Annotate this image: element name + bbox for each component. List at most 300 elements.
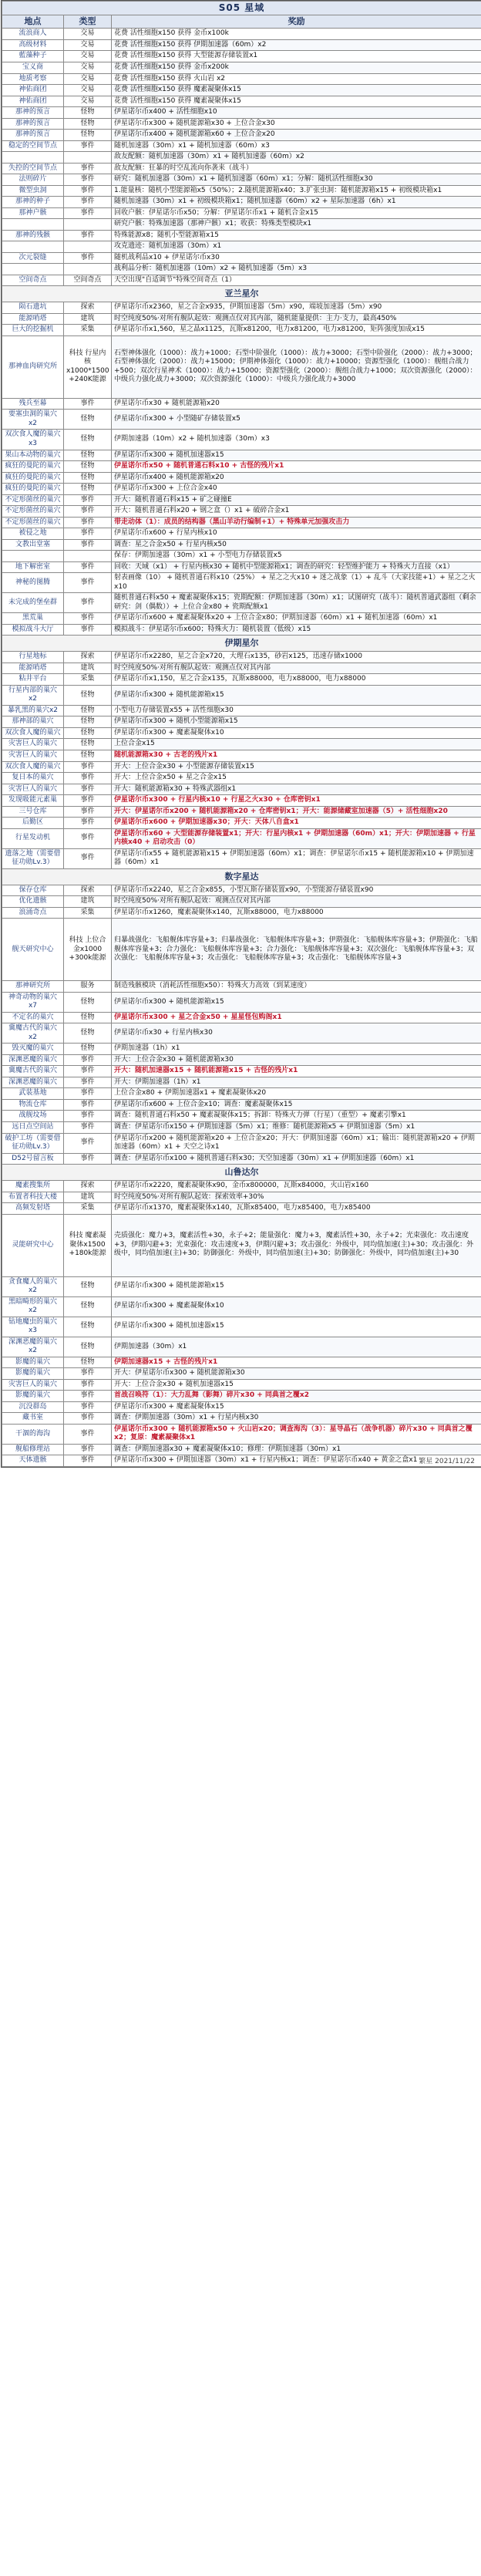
type-cell: 事件 [64, 806, 112, 818]
header-reward: 奖励 [112, 15, 481, 29]
type-cell: 事件 [64, 207, 112, 219]
type-cell: 怪物 [64, 739, 112, 750]
location-cell: 那神户骸 [2, 207, 64, 219]
reward-cell: 回收：天域（x1） + 行星内核x30 + 随机中型能源箱x1；调查的研究：轻型维护能力 + 特殊火力直接（x1） [112, 561, 481, 573]
type-cell: 事件 [64, 761, 112, 773]
table-row [2, 506, 481, 518]
reward-cell: 制造残骸模块（消耗活性细胞x50）：特殊火力高效（到某速度） [112, 981, 481, 993]
table-row [2, 461, 481, 473]
table-row [2, 1054, 481, 1066]
location-cell: 双次食人魔的巢穴 [2, 761, 64, 773]
location-cell: 疯狂的曼陀的巢穴 [2, 484, 64, 495]
type-cell: 科技 行星内核x1000*1500 +240K能源 [64, 335, 112, 398]
table-row [2, 252, 481, 264]
table-row [2, 1317, 481, 1337]
location-cell: 那神的预言 [2, 130, 64, 141]
location-cell: 保存仓库 [2, 885, 64, 896]
location-cell: 战舰坟场 [2, 1111, 64, 1122]
reward-cell: 研究：随机加速器（30m）x1 + 随机加速器（60m）x1；分解：随机活性细胞x30 [112, 174, 481, 186]
location-cell: 复日本的巢穴 [2, 773, 64, 784]
table-row [2, 29, 481, 40]
table-row [2, 1192, 481, 1203]
type-cell: 怪物 [64, 1276, 112, 1296]
type-cell: 采集 [64, 674, 112, 686]
type-cell: 事件 [64, 398, 112, 410]
title-row [2, 2, 481, 15]
reward-cell: 伊星诺尔币x300 + 随机能源箱x15 [112, 685, 481, 705]
table-row [2, 1077, 481, 1088]
type-cell: 事件 [64, 1391, 112, 1402]
table-row [2, 761, 481, 773]
location-cell: 灾害巨人的巢穴 [2, 784, 64, 795]
reward-cell: 伊期加速器（1h）x1 [112, 1044, 481, 1055]
type-cell: 事件 [64, 1413, 112, 1425]
section-header [2, 636, 481, 652]
type-cell: 怪物 [64, 716, 112, 728]
location-cell: 毁灭魔的巢穴 [2, 1044, 64, 1055]
location-cell [2, 264, 64, 275]
reward-cell: 伊星诺尔币x300 + 随机加速器x15 [112, 1317, 481, 1337]
type-cell: 事件 [64, 1054, 112, 1066]
location-cell: 天体遗骸 [2, 1455, 64, 1467]
reward-cell: 伊星诺尔币x400 + 随机能源箱x60 + 上位合金x20 [112, 130, 481, 141]
type-cell: 事件 [64, 795, 112, 807]
type-cell: 事件 [64, 1455, 112, 1467]
type-cell: 怪物 [64, 430, 112, 450]
reward-cell: 随机普通石料x50 + 魔素凝聚体x15；瓷期配额：伊期加速器（30m）x1；试图研究（战斗）：随机普通武器组（剩余研究：剑（偶数））+ 上位合金x80 + 瓷期配额x1 [112, 593, 481, 613]
table-row [2, 539, 481, 551]
location-cell: 灾害巨人的巢穴 [2, 750, 64, 761]
table-row [2, 1044, 481, 1055]
reward-cell: 时空纯度50%·对所有舰队起效：观测点仅对其内部 [112, 663, 481, 674]
type-cell: 空间奇点 [64, 275, 112, 286]
location-cell: 影魔的巢穴 [2, 1357, 64, 1368]
type-cell: 事件 [64, 818, 112, 829]
type-cell: 探索 [64, 1181, 112, 1192]
table-row [2, 410, 481, 430]
location-cell: 果山本动物的巢穴 [2, 450, 64, 461]
type-cell [64, 241, 112, 253]
reward-cell: 伊星诺尔币x600 + 上位合金x10；调查：魔素凝聚体x15 [112, 1099, 481, 1111]
location-cell: 行星发动机 [2, 828, 64, 848]
type-cell: 交易 [64, 62, 112, 73]
type-cell: 事件 [64, 517, 112, 528]
reward-cell: 伊期加速器x15 + 古怪的残片x1 [112, 1357, 481, 1368]
table-row [2, 685, 481, 705]
location-cell: 魔素搜集所 [2, 1181, 64, 1192]
table-row [2, 652, 481, 663]
table-row [2, 325, 481, 336]
type-cell: 怪物 [64, 1317, 112, 1337]
type-cell: 事件 [64, 1088, 112, 1100]
location-cell: 微型虫洞 [2, 185, 64, 197]
type-cell: 事件 [64, 784, 112, 795]
type-cell: 事件 [64, 828, 112, 848]
table-row [2, 739, 481, 750]
type-cell [64, 152, 112, 164]
reward-cell: 伊星诺尔币x300 + 随机能源箱x15 [112, 1276, 481, 1296]
location-cell: 黑暗畸形的巢穴x2 [2, 1296, 64, 1317]
reward-cell: 伊星诺尔币x300 + 随机能源箱x15 [112, 992, 481, 1012]
reward-cell: 上位合金x80 + 伊期加速器x1 + 魔素凝聚体x20 [112, 1088, 481, 1100]
table-row [2, 1368, 481, 1380]
type-cell: 事件 [64, 1077, 112, 1088]
reward-cell: 开大：伊期加速器（1h）x1 [112, 1077, 481, 1088]
type-cell: 建筑 [64, 1192, 112, 1203]
reward-cell: 特殊能源x8；随机小型能源箱x15 [112, 230, 481, 241]
reward-cell: 伊星诺尔币x300 + 魔素凝聚体x10 [112, 727, 481, 739]
type-cell: 事件 [64, 163, 112, 174]
location-cell: 双次食人魔的巢穴x3 [2, 430, 64, 450]
table-row [2, 185, 481, 197]
reward-cell: 伊星诺尔币x400 + 随机能源箱x20 [112, 472, 481, 484]
page-title: S05 星域 [2, 2, 481, 15]
table-row [2, 773, 481, 784]
reward-cell: 开大：伊星诺尔币x200 + 随机能源箱x20 + 仓库密钥x1；开大：能源储藏室加速器（5）+ 活性细胞x20 [112, 806, 481, 818]
reward-cell: 花费 活性细胞x150 获得 金币x200k [112, 62, 481, 73]
type-cell: 交易 [64, 85, 112, 96]
location-cell: 模拟战斗大厅 [2, 624, 64, 636]
reward-cell: 时空纯度50%·对所有舰队起效：观测点仅对其内部，随机能量提供：主力·支力，最高450% [112, 313, 481, 325]
type-cell: 事件 [64, 1133, 112, 1153]
location-cell: 武装基地 [2, 1088, 64, 1100]
type-cell: 交易 [64, 39, 112, 51]
location-cell [2, 219, 64, 231]
table-row [2, 517, 481, 528]
table-row [2, 784, 481, 795]
reward-cell: 伊星诺尔币x2280，星之合金x720，大理石x135，砂岩x125，迅速存储x1000 [112, 652, 481, 663]
type-cell: 怪物 [64, 1023, 112, 1044]
reward-cell: 伊星诺尔币x300 + 随机加速器x15 [112, 450, 481, 461]
table-row [2, 896, 481, 908]
type-cell: 采集 [64, 907, 112, 919]
reward-cell: 敌友配额：随机加速器（30m）x1 + 随机加速器（60m）x2 [112, 152, 481, 164]
table-row [2, 1296, 481, 1317]
reward-cell: 伊星诺尔币x300 + 随机小型能源箱x15 [112, 716, 481, 728]
location-cell: 优化遗骸 [2, 896, 64, 908]
reward-cell: 伊星诺尔币x50 + 随机普通石料x10 + 古怪的残片x1 [112, 461, 481, 473]
type-cell: 怪物 [64, 1337, 112, 1357]
type-cell: 事件 [64, 1424, 112, 1444]
table-row [2, 593, 481, 613]
location-cell: 深渊恶魔的巢穴x2 [2, 1337, 64, 1357]
table-row [2, 1391, 481, 1402]
table-row [2, 1444, 481, 1455]
reward-cell: 射表画像（10） + 随机普通石料x10（25%） + 星之之火x10 + 迷之战象（1）+ 乱斗（大家技能+1）+ 星之之火x10 [112, 573, 481, 593]
location-cell: 不定形菌丝的巢穴 [2, 494, 64, 506]
type-cell: 事件 [64, 1066, 112, 1077]
location-cell [2, 241, 64, 253]
reward-cell: 花费 活性细胞x150 获得 魔素凝聚体x15 [112, 85, 481, 96]
location-cell: 神秘的图腾 [2, 573, 64, 593]
section-title: 数字星达 [2, 868, 481, 885]
table-row [2, 1357, 481, 1368]
table-row [2, 1133, 481, 1153]
location-cell: 那神部的巢穴 [2, 716, 64, 728]
type-cell: 事件 [64, 593, 112, 613]
location-cell: 失控的空间节点 [2, 163, 64, 174]
location-cell: 那神的预言 [2, 107, 64, 119]
table-row [2, 219, 481, 231]
location-cell: 那神研究所 [2, 981, 64, 993]
location-cell: 远日点空间站 [2, 1121, 64, 1133]
location-cell: 布置者科技大楼 [2, 1192, 64, 1203]
table-row [2, 1153, 481, 1165]
reward-cell: 调查：伊期加速器（30m）x1 + 行星内核x30 [112, 1413, 481, 1425]
type-cell: 事件 [64, 252, 112, 264]
header-location: 地点 [2, 15, 64, 29]
reward-cell: 伊星诺尔币x600 + 行星内核x10 [112, 528, 481, 540]
location-cell: 浪涌奇点 [2, 907, 64, 919]
table-row [2, 1337, 481, 1357]
type-cell: 事件 [64, 561, 112, 573]
type-cell: 怪物 [64, 1357, 112, 1368]
reward-cell: 伊星诺尔币x2240，星之合金x855，小型瓦斯存储装置x90，小型能源存储装置x90 [112, 885, 481, 896]
location-cell: 神佑商团 [2, 85, 64, 96]
reward-cell: 开大：随机普通石料x20 + 钢之盒（）x1 + 破碎合金x1 [112, 506, 481, 518]
location-cell: 舰天研究中心 [2, 919, 64, 981]
table-row [2, 107, 481, 119]
reward-cell: 花费 活性细胞x150 获得 火山岩 x2 [112, 73, 481, 85]
reward-cell: 随机能源箱x30 + 古老的残片x1 [112, 750, 481, 761]
reward-cell: 伊星诺尔币x1,150，星之合金x135，瓦斯x88000，电力x88000，电力x88000 [112, 674, 481, 686]
table-row [2, 494, 481, 506]
reward-cell: 伊期加速器（10m）x2 + 随机加速器（30m）x3 [112, 430, 481, 450]
table-row [2, 750, 481, 761]
table-row [2, 1023, 481, 1044]
type-cell: 怪物 [64, 685, 112, 705]
type-cell: 怪物 [64, 705, 112, 716]
table-row [2, 561, 481, 573]
location-cell: 影魔的巢穴 [2, 1368, 64, 1380]
reward-cell: 开大：上位合金x30 + 随机能源箱x30 [112, 1054, 481, 1066]
reward-cell: 保存：伊期加速器（30m）x1 + 小型电力存储装置x5 [112, 551, 481, 562]
reward-cell: 开大：随机能源箱x30 + 特殊武器组x1 [112, 784, 481, 795]
table-row [2, 152, 481, 164]
reward-cell: 伊星诺尔币x30 + 行星内核x30 [112, 1023, 481, 1044]
table-row [2, 727, 481, 739]
type-cell [64, 551, 112, 562]
type-cell: 怪物 [64, 1044, 112, 1055]
type-cell: 建筑 [64, 313, 112, 325]
type-cell: 探索 [64, 885, 112, 896]
location-cell: 藍藻种子 [2, 51, 64, 62]
table-row [2, 818, 481, 829]
location-cell: 钻地魔虫的巢穴x3 [2, 1317, 64, 1337]
table-row [2, 130, 481, 141]
location-cell: 那神的预言 [2, 118, 64, 130]
type-cell: 事件 [64, 174, 112, 186]
header-row [2, 15, 481, 29]
location-cell: 疯狂的曼陀的巢穴 [2, 461, 64, 473]
reward-cell: 归暴战强化：飞船舰体库容量+3；归暴战强化：飞船舰体库容量+3；伊期强化：飞船舰体库容量+3；伊期强化：飞船舰体库容量+3；合力强化：飞船舰体库容量+3；合力强化：飞船舰体库容量+3；双次强化：飞船舰体库容量+3；双次强化：飞船舰体库容量+3；攻击强化：飞船舰体库容量+3；攻击强化：飞船舰体库容量+3 [112, 919, 481, 981]
reward-cell: 伊期加速器（30m）x1 [112, 1337, 481, 1357]
type-cell: 事件 [64, 506, 112, 518]
type-cell: 怪物 [64, 727, 112, 739]
reward-table [2, 1, 481, 1467]
table-row [2, 716, 481, 728]
reward-cell: 开大：随机加速器x15 + 随机能源箱x15 + 古怪的残片x1 [112, 1066, 481, 1077]
location-cell: 后勤区 [2, 818, 64, 829]
type-cell: 事件 [64, 624, 112, 636]
reward-cell: 花费 活性细胞x150 获得 伊期加速器（60m）x2 [112, 39, 481, 51]
type-cell: 事件 [64, 1401, 112, 1413]
table-row [2, 1099, 481, 1111]
location-cell: 空间奇点 [2, 275, 64, 286]
location-cell: 稳定的空间节点 [2, 140, 64, 152]
type-cell: 怪物 [64, 484, 112, 495]
location-cell: 要塞虫洞的巢穴x2 [2, 410, 64, 430]
location-cell: 未完成的堡垒群 [2, 593, 64, 613]
table-row [2, 663, 481, 674]
type-cell: 事件 [64, 230, 112, 241]
type-cell: 怪物 [64, 410, 112, 430]
type-cell: 事件 [64, 613, 112, 625]
reward-cell: 带走动体（1）：成员的结构器（黑山羊动行编制+1）+ 特殊单元加强攻击力 [112, 517, 481, 528]
location-cell: 那神的残骸 [2, 230, 64, 241]
location-cell: 舰船修理站 [2, 1444, 64, 1455]
type-cell: 科技 魔素凝聚体x1500 +180k能源 [64, 1214, 112, 1276]
reward-table-container [1, 0, 481, 1468]
table-row [2, 1413, 481, 1425]
location-cell: 遗落之地（需要借征功勋Lv.3） [2, 848, 64, 868]
type-cell: 事件 [64, 1099, 112, 1111]
type-cell: 事件 [64, 185, 112, 197]
reward-cell: 首战召唤符（1）：大力乱舞（影舞）碎片x30 + 同典首之覆x2 [112, 1391, 481, 1402]
table-row [2, 674, 481, 686]
type-cell: 怪物 [64, 450, 112, 461]
type-cell: 怪物 [64, 992, 112, 1012]
reward-cell: 天空出现"自适调节"特殊空间奇点（1） [112, 275, 481, 286]
location-cell: 陨石遗坑 [2, 302, 64, 314]
table-row [2, 207, 481, 219]
table-row [2, 705, 481, 716]
reward-cell: 回收户骸：伊星诺尔币x50；分解：伊星诺尔币x1 + 随机合金x15 [112, 207, 481, 219]
reward-cell: 时空纯度50%·对所有舰队起效：探索效率+30% [112, 1192, 481, 1203]
location-cell: 深渊恶魔的巢穴 [2, 1054, 64, 1066]
table-row [2, 163, 481, 174]
reward-cell: 开大：伊星诺尔币x300 + 随机能源箱x30 [112, 1368, 481, 1380]
reward-cell: 伊星诺尔币x60 + 大型能源存储装置x1；开大：行星内核x1 + 伊期加速器（60m）x1；开大：伊期加速器 + 行星内核x40 + 启动攻击（0） [112, 828, 481, 848]
location-cell: 高频发射塔 [2, 1203, 64, 1215]
location-cell: 双次食人魔的巢穴 [2, 727, 64, 739]
location-cell: 冀魔古代的巢穴x2 [2, 1023, 64, 1044]
table-row [2, 174, 481, 186]
location-cell: 黑荒巢 [2, 613, 64, 625]
reward-cell: 调查：伊星诺尔币x100 + 随机普通石料x30；天空加速器（30m）x1 + 伊期加速器（60m）x1 [112, 1153, 481, 1165]
location-cell: 宝义商 [2, 62, 64, 73]
location-cell: 灵能研究中心 [2, 1214, 64, 1276]
table-row [2, 828, 481, 848]
table-row [2, 981, 481, 993]
table-row [2, 992, 481, 1012]
type-cell: 交易 [64, 51, 112, 62]
table-row [2, 275, 481, 286]
location-cell: 干涸的海沟 [2, 1424, 64, 1444]
type-cell: 怪物 [64, 107, 112, 119]
table-row [2, 624, 481, 636]
location-cell: 神奇动物的巢穴x7 [2, 992, 64, 1012]
table-row [2, 1012, 481, 1023]
reward-cell: 开大：上位合金x30 + 小型能源存储装置x15 [112, 761, 481, 773]
section-header [2, 286, 481, 302]
table-row [2, 919, 481, 981]
section-title: 伊期星尔 [2, 636, 481, 652]
reward-cell: 开大：随机普通石料x15 + 矿之碰撞E [112, 494, 481, 506]
table-row [2, 551, 481, 562]
reward-cell: 伊星诺尔币x300 + 魔素凝聚体x15 [112, 1401, 481, 1413]
location-cell: 行星内部的巢穴x2 [2, 685, 64, 705]
type-cell [64, 219, 112, 231]
location-cell: 文教出堂塞 [2, 539, 64, 551]
location-cell: 不定形菌丝的巢穴 [2, 506, 64, 518]
table-row [2, 140, 481, 152]
table-row [2, 85, 481, 96]
location-cell: 粘井平台 [2, 674, 64, 686]
location-cell [2, 551, 64, 562]
table-row [2, 241, 481, 253]
location-cell: 不定名的巢穴 [2, 1012, 64, 1023]
table-row [2, 848, 481, 868]
reward-cell: 开大：上位合金x50 + 星之合金x15 [112, 773, 481, 784]
reward-cell: 伊星诺尔币x300 + 行星内核x10 + 行星之火x30 + 仓库密钥x1 [112, 795, 481, 807]
reward-cell: 伊星诺尔币x300 + 上位合金x40 [112, 484, 481, 495]
table-row [2, 472, 481, 484]
location-cell: 神佑商团 [2, 96, 64, 107]
table-row [2, 39, 481, 51]
type-cell: 交易 [64, 96, 112, 107]
table-row [2, 264, 481, 275]
location-cell: 地质考察 [2, 73, 64, 85]
location-cell: 贪食魔人的巢穴x2 [2, 1276, 64, 1296]
type-cell: 事件 [64, 848, 112, 868]
table-row [2, 1214, 481, 1276]
type-cell: 事件 [64, 494, 112, 506]
location-cell: 那神血肉研究所 [2, 335, 64, 398]
reward-cell: 伊星诺尔币x600 + 魔素凝聚体x20 + 上位合金x80；伊期加速器（60m）x1 + 随机加速器（60m）x1 [112, 613, 481, 625]
type-cell: 事件 [64, 140, 112, 152]
footer-credit: 繁星 2021/11/22 [419, 1457, 475, 1465]
reward-cell: 伊星诺尔币x300 + 伊期加速器（30m）x1 + 行星内核x1；调查：伊星诺尔币x40 + 黄金之盒x1 [112, 1455, 481, 1467]
reward-cell: 模拟战斗：伊星诺尔币x600；特殊火力：随机装置（低级）x15 [112, 624, 481, 636]
reward-cell: 伊星诺尔币x300 + 随机能源箱x30 + 上位合金x30 [112, 118, 481, 130]
location-cell: 灾害巨人的巢穴 [2, 739, 64, 750]
section-title: 亚兰星尔 [2, 286, 481, 302]
type-cell: 事件 [64, 573, 112, 593]
type-cell: 怪物 [64, 1012, 112, 1023]
table-row [2, 806, 481, 818]
table-row [2, 302, 481, 314]
table-row [2, 73, 481, 85]
table-row [2, 1276, 481, 1296]
type-cell: 科技 上位合金x1000 +300k能源 [64, 919, 112, 981]
table-row [2, 1121, 481, 1133]
reward-cell: 调查：星之合金x50 + 行星内核x50 [112, 539, 481, 551]
reward-cell: 随机加速器（30m）x1 + 随机加速器（60m）x3 [112, 140, 481, 152]
location-cell [2, 152, 64, 164]
type-cell: 建筑 [64, 663, 112, 674]
location-cell: 三号仓库 [2, 806, 64, 818]
location-cell: 深渊恶魔的巢穴 [2, 1077, 64, 1088]
location-cell: 次元裂缝 [2, 252, 64, 264]
type-cell: 怪物 [64, 1296, 112, 1317]
location-cell: 残兵至幕 [2, 398, 64, 410]
table-row [2, 430, 481, 450]
table-row [2, 1379, 481, 1391]
location-cell: D52号留言板 [2, 1153, 64, 1165]
location-cell: 高级材料 [2, 39, 64, 51]
reward-cell: 伊星诺尔币x300 + 小型随矿存储装置x5 [112, 410, 481, 430]
